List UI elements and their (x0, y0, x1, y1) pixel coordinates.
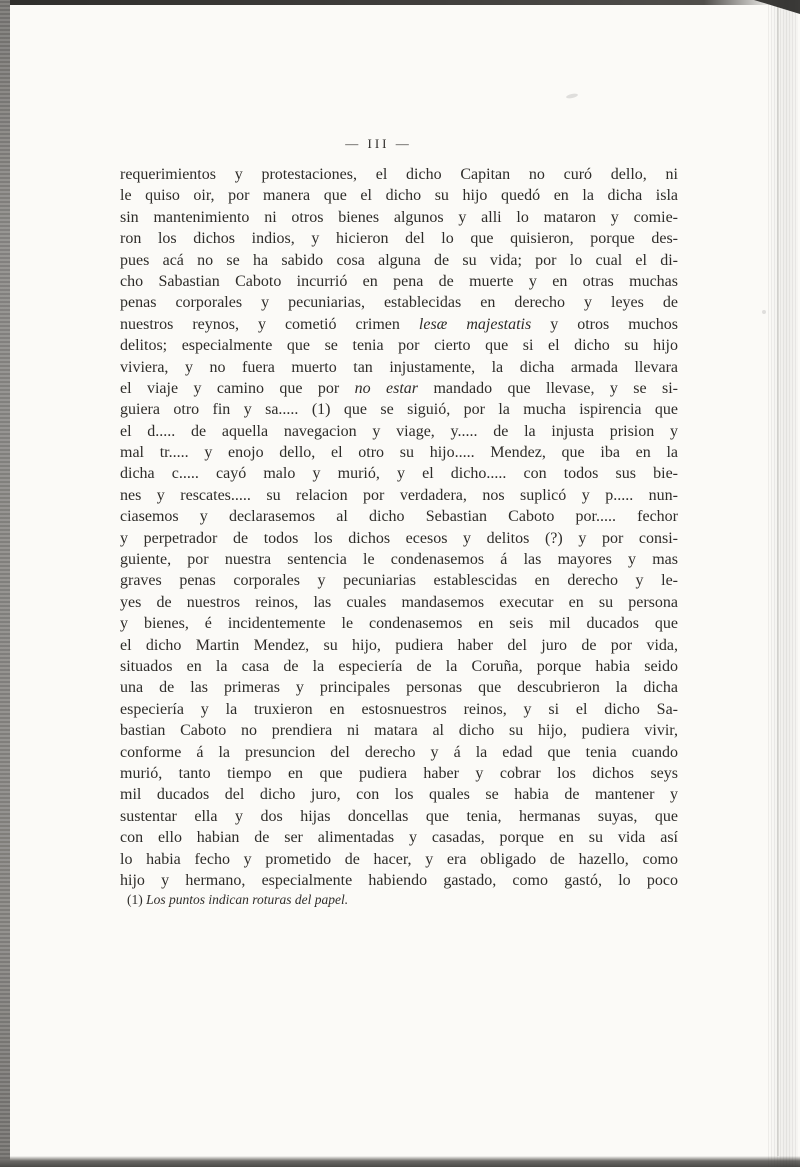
body-line: y perpetrador de todos los dichos ecesos y delitos (?) y por consi- (120, 529, 678, 547)
scan-speck (762, 310, 766, 314)
body-line: hijo y hermano, especialmente habiendo gastado, como gastó, lo poco (120, 871, 678, 889)
body-line: dicha c..... cayó malo y murió, y el dicho..... con todos sus bie- (120, 465, 678, 483)
body-line: delitos; especialmente que se tenia por cierto que si el dicho su hijo (120, 337, 678, 355)
body-line: requerimientos y protestaciones, el dicho Capitan no curó dello, ni (120, 166, 678, 183)
body-line: bastian Caboto no prendiera ni matara al dicho su hijo, pudiera vivir, (120, 722, 678, 740)
body-line: murió, tanto tiempo en que pudiera haber y cobrar los dichos seys (120, 764, 678, 782)
body-line: nes y rescates..... su relacion por verdadera, nos suplicó y p..... nun- (120, 486, 678, 504)
body-text (120, 164, 678, 891)
scan-edge-top (0, 0, 800, 5)
body-line: pues acá no se ha sabido cosa alguna de su vida; por lo cual el di- (120, 251, 678, 269)
body-line: penas corporales y pecuniarias, establecidas en derecho y leyes de (120, 294, 678, 312)
footnote-marker: (1) (127, 892, 143, 907)
body-line: el dicho Martin Mendez, su hijo, pudiera haber del juro de por vida, (120, 636, 678, 654)
body-line: le quiso oir, por manera que el dicho su hijo quedó en la dicha isla (120, 187, 678, 205)
page-fold-line (777, 6, 779, 1156)
scan-edge-bottom (0, 1156, 800, 1167)
body-line: mal tr..... y enojo dello, el otro su hijo..... Mendez, que iba en la (120, 444, 678, 462)
body-line: conforme á la presuncion del derecho y á la edad que tenia cuando (120, 743, 678, 761)
scan-speck (566, 93, 579, 99)
body-line: el viaje y camino que por no estar mandado que llevase, y se si- (120, 379, 679, 397)
footnote-text: Los puntos indican roturas del papel. (146, 892, 349, 907)
body-line: mil ducados del dicho juro, con los quales se habia de mantener y (120, 786, 678, 804)
page-number: — III — (345, 136, 412, 151)
body-line: y bienes, é incidentemente le condenasemos en seis mil ducados que (120, 615, 678, 633)
body-line: el d..... de aquella navegacion y viage, y..... de la injusta prision y (120, 422, 678, 440)
body-line: yes de nuestros reinos, las cuales mandasemos executar en su persona (120, 593, 678, 611)
body-line: guiente, por nuestra sentencia le condenasemos á las mayores y mas (120, 551, 678, 569)
body-line: especiería y la truxieron en estosnuestros reinos, y si el dicho Sa- (120, 700, 678, 718)
body-line: sustentar ella y dos hijas doncellas que tenia, hermanas suyas, que (120, 807, 678, 825)
body-line: con ello habian de ser alimentadas y casadas, porque en su vida así (120, 829, 678, 847)
body-line: lo habia fecho y prometido de hacer, y era obligado de hazello, como (120, 850, 678, 868)
body-line: graves penas corporales y pecuniarias establescidas en derecho y le- (120, 572, 678, 590)
footnote (127, 891, 587, 908)
body-line: una de las primeras y principales personas que descubrieron la dicha (120, 679, 678, 697)
body-line: sin mantenimiento ni otros bienes algunos y alli lo mataron y comie- (120, 208, 678, 226)
body-line: nuestros reynos, y cometió crimen lesæ majestatis y otros muchos (120, 315, 678, 333)
body-line: guiera otro fin y sa..... (1) que se siguió, por la mucha ispirencia que (120, 401, 678, 419)
body-line: cho Sabastian Caboto incurrió en pena de muerte y en otras muchas (120, 272, 678, 290)
body-line: situados en la casa de la especiería de la Coruña, porque habia seido (120, 657, 678, 675)
page-fold-shading (768, 0, 798, 1167)
body-line: ron los dichos indios, y hicieron del lo que quisieron, porque des- (120, 230, 678, 248)
scan-edge-left (0, 0, 10, 1167)
body-line: viviera, y no fuera muerto tan injustamente, la dicha armada llevara (120, 358, 678, 376)
body-line: ciasemos y declarasemos al dicho Sebastian Caboto por..... fechor (120, 508, 678, 526)
